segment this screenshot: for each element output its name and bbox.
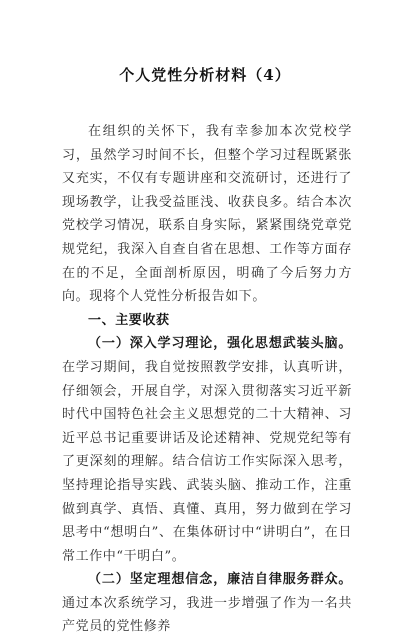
document-title: 个人党性分析材料（4）	[119, 66, 291, 84]
paragraph-text: 在学习期间，我自觉按照教学安排，认真听讲，仔细领会，开展自学，对深入贯彻落实习近平新时代中国特色社会主义思想党的二十大精神、习近平总书记重要讲话及论述精神、党规党纪等有了更深刻的理解。结合信访工作实际深入思考，坚持理论指导实践、武装头脑、推动工作，注重做到真学、真悟、真懂、真用，努力做到在学习思考中“想明白”、在集体研讨中“讲明白”，在日常工作中“干明白”。	[62, 359, 352, 564]
paragraph-text: 通过本次系统学习，我进一步增强了作为一名共产党员的党性修养	[62, 595, 352, 635]
paragraph-lead: （二）坚定理想信念，廉洁自律服务群众。	[88, 572, 352, 588]
section-heading-main-gains: 一、主要收获	[88, 312, 170, 328]
paragraph-theory-study	[62, 332, 352, 568]
intro-paragraph: 在组织的关怀下，我有幸参加本次党校学习，虽然学习时间不长，但整个学习过程既紧张又充实，不仅有专题讲座和交流研讨，还进行了现场教学，让我受益匪浅、收获良多。结合本次党校学习情况，联系自身实际，紧紧围绕党章党规党纪，我深入自查自省在思想、工作等方面存在的不足，全面剖析原因，明确了今后努力方向。现将个人党性分析报告如下。	[62, 124, 352, 305]
paragraph-lead: （一）深入学习理论，强化思想武装头脑。	[88, 336, 352, 352]
paragraph-ideals	[62, 568, 352, 639]
document-body	[62, 120, 352, 639]
